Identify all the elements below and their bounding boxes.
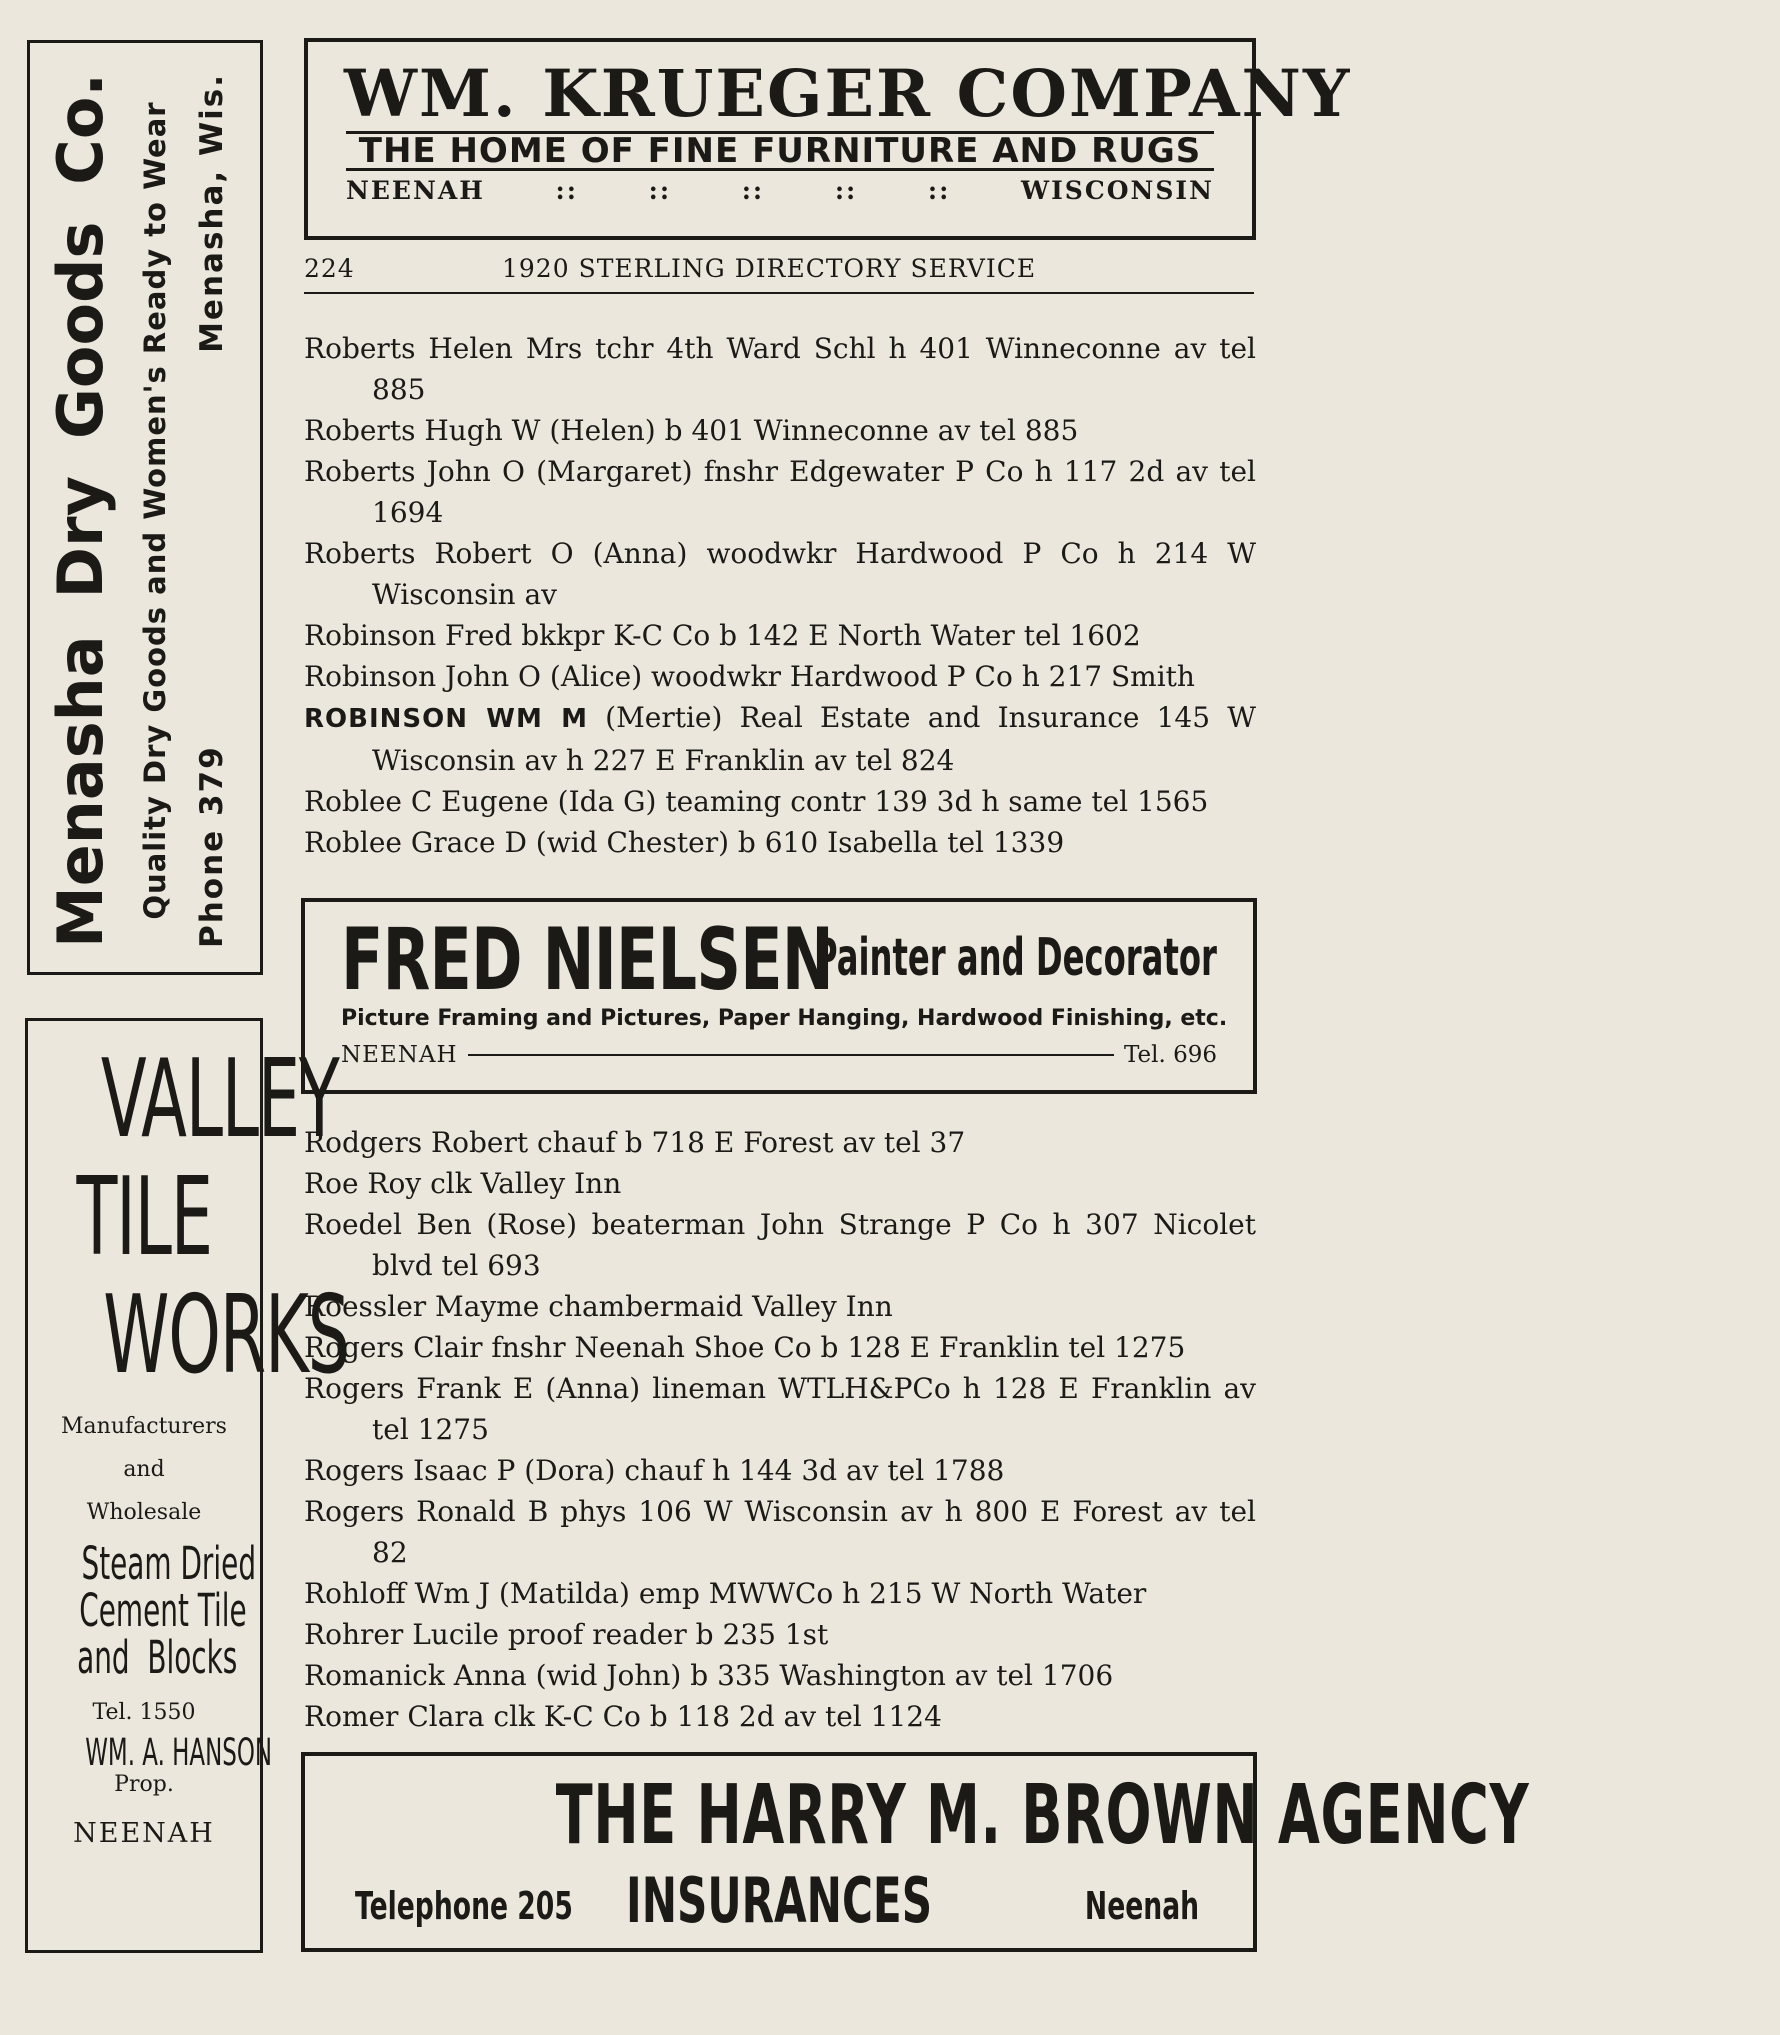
brown-ad-telephone: Telephone 205 [355,1884,573,1928]
valley-tile-works-ad [25,1018,349,1953]
directory-entry: Roberts Robert O (Anna) woodwkr Hardwood P Co h 214 W Wisconsin av [304,537,1256,611]
directory-entry-highlighted [304,697,1256,781]
valley-ad-product1: Steam Dried [81,1537,257,1590]
valley-ad-product2: Cement Tile [79,1584,247,1637]
nielsen-ad-leader-line [468,1054,1114,1056]
menasha-ad-name [44,73,117,948]
directory-entry: Rogers Clair fnshr Neenah Shoe Co b 128 E Franklin tel 1275 [304,1331,1186,1364]
directory-entries-bottom [304,1122,1256,1737]
krueger-ad-location [346,176,1214,205]
directory-entry: Rogers Isaac P (Dora) chauf h 144 3d av tel 1788 [304,1454,1005,1487]
krueger-ad-name: WM. KRUEGER COMPANY [344,56,1352,132]
page-number: 224 [304,254,355,283]
valley-ad-line3: WORKS [103,1273,349,1398]
krueger-ad-separator: :: [555,176,578,205]
valley-ad-proprietor: WM. A. HANSON [85,1731,273,1774]
nielsen-ad-town: NEENAH [341,1042,458,1068]
menasha-ad-tagline: Quality Dry Goods and Women's Ready to Wear [138,101,172,920]
krueger-ad-rule [346,168,1214,171]
krueger-ad-separator: :: [927,176,951,205]
directory-entry: Roblee C Eugene (Ida G) teaming contr 139 3d h same tel 1565 [304,785,1209,818]
directory-entry: Rohloff Wm J (Matilda) emp MWWCo h 215 W North Water [304,1577,1147,1610]
entry-bold-name: ROBINSON WM M [304,704,589,734]
directory-entry: Roessler Mayme chambermaid Valley Inn [304,1290,893,1323]
directory-entry: Rodgers Robert chauf b 718 E Forest av tel 37 [304,1126,966,1159]
valley-ad-line1: VALLEY [100,1037,339,1162]
directory-entries-top [304,328,1256,863]
krueger-ad-separator: :: [648,176,672,205]
header-rule [304,292,1254,294]
valley-ad-town: NEENAH [73,1818,215,1849]
nielsen-ad-name: FRED NIELSEN [341,910,833,1010]
menasha-ad-word: Goods [44,221,117,440]
nielsen-ad-contact [341,1042,1217,1068]
valley-ad-wholesale: Wholesale [86,1500,202,1525]
valley-ad-prop-label: Prop. [114,1772,174,1797]
nielsen-ad-tel: Tel. 696 [1123,1042,1217,1068]
brown-ad-line: INSURANCES [625,1864,933,1937]
valley-ad-product3: and Blocks [77,1631,238,1684]
valley-ad-and: and [123,1457,165,1482]
valley-ad-tel: Tel. 1550 [92,1700,196,1725]
menasha-ad-phone: Phone 379 [194,745,230,948]
directory-entry: Roberts Helen Mrs tchr 4th Ward Schl h 401 Winneconne av tel 885 [304,332,1256,406]
krueger-company-ad [304,38,1352,240]
directory-entry: Romer Clara clk K-C Co b 118 2d av tel 1124 [304,1700,942,1733]
directory-entry: Rohrer Lucile proof reader b 235 1st [304,1618,829,1651]
menasha-ad-rotated-block [30,43,266,978]
directory-entry: Romanick Anna (wid John) b 335 Washington av tel 1706 [304,1659,1114,1692]
directory-entry: Roberts John O (Margaret) fnshr Edgewater P Co h 117 2d av tel 1694 [304,455,1256,529]
menasha-ad-word: Menasha [44,635,117,948]
directory-entry: Roedel Ben (Rose) beaterman John Strange P Co h 307 Nicolet blvd tel 693 [304,1208,1256,1282]
menasha-ad-town: Menasha, Wis. [194,73,230,353]
menasha-ad-word: Dry [44,475,117,599]
entry-rest: (Mertie) Real Estate and Insurance 145 W Wisconsin av h 227 E Franklin av tel 824 [372,701,1256,777]
krueger-ad-separator: :: [741,176,765,205]
directory-entry: Roblee Grace D (wid Chester) b 610 Isabella tel 1339 [304,826,1065,859]
page-title: 1920 STERLING DIRECTORY SERVICE [502,254,1037,283]
menasha-dry-goods-ad [27,40,263,975]
krueger-ad-separator: :: [834,176,858,205]
harry-brown-agency-ad [301,1752,1530,1952]
menasha-ad-word: Co. [44,73,117,185]
directory-entry: Roe Roy clk Valley Inn [304,1167,622,1200]
valley-ad-line2: TILE [76,1155,212,1280]
brown-ad-town: Neenah [1084,1884,1199,1928]
krueger-ad-town: NEENAH [346,176,485,205]
krueger-ad-state: WISCONSIN [1021,176,1214,205]
directory-entry: Rogers Ronald B phys 106 W Wisconsin av h 800 E Forest av tel 82 [304,1495,1256,1569]
nielsen-ad-services: Picture Framing and Pictures, Paper Hanging, Hardwood Finishing, etc. [341,1006,1228,1031]
directory-entry: Roberts Hugh W (Helen) b 401 Winneconne av tel 885 [304,414,1079,447]
menasha-ad-contact [194,73,230,948]
fred-nielsen-ad [301,898,1257,1094]
brown-ad-name: THE HARRY M. BROWN AGENCY [555,1768,1530,1863]
nielsen-ad-trade: Painter and Decorator [814,928,1217,988]
krueger-ad-tagline: THE HOME OF FINE FURNITURE AND RUGS [358,131,1202,171]
directory-entry: Robinson Fred bkkpr K-C Co b 142 E North Water tel 1602 [304,619,1141,652]
directory-entry: Rogers Frank E (Anna) lineman WTLH&PCo h 128 E Franklin av tel 1275 [304,1372,1256,1446]
directory-entry: Robinson John O (Alice) woodwkr Hardwood P Co h 217 Smith [304,660,1195,693]
valley-ad-manufacturers: Manufacturers [61,1414,227,1439]
